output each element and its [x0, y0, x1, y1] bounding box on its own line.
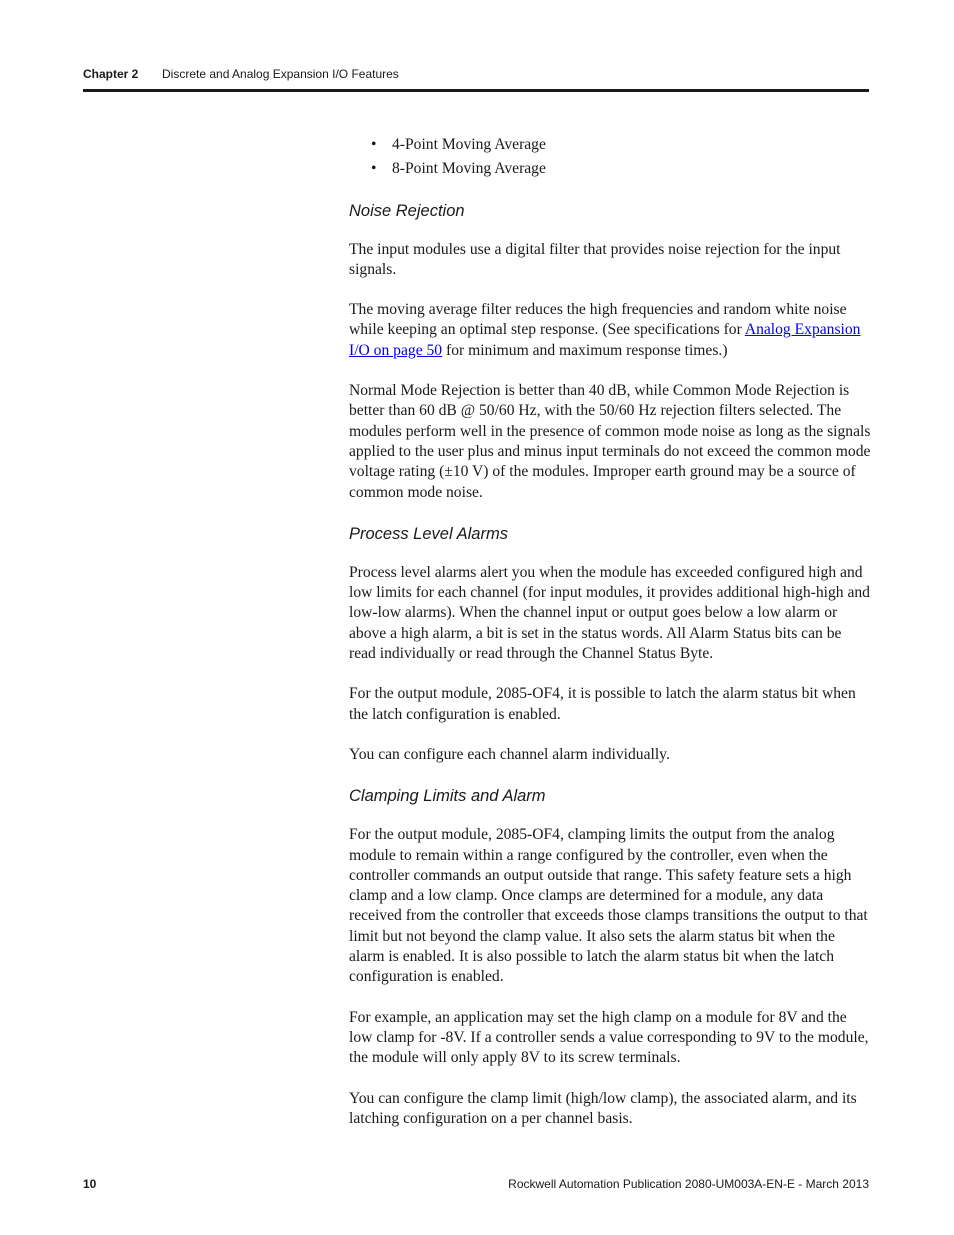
- noise-rejection-heading: Noise Rejection: [349, 201, 465, 220]
- header-rule: [83, 89, 869, 92]
- publication-info: Rockwell Automation Publication 2080-UM003A-EN-E - March 2013: [508, 1177, 869, 1191]
- chapter-title: Discrete and Analog Expansion I/O Features: [162, 67, 399, 81]
- page-number: 10: [83, 1177, 97, 1191]
- process-alarms-paragraph-3: You can configure each channel alarm individually.: [349, 745, 670, 763]
- clamping-paragraph-3: You can configure the clamp limit (high/low clamp), the associated alarm, and its latching configuration on a per channel basis.: [349, 1089, 857, 1127]
- filter-options-list: [349, 135, 871, 180]
- list-item: • 4-Point Moving Average: [349, 135, 871, 155]
- paragraph-text: for minimum and maximum response times.): [442, 341, 728, 359]
- clamping-paragraph-1: For the output module, 2085-OF4, clamping limits the output from the analog module to remain within a range configured by the controller, even when the controller commands an output outside that range. This safety feature sets a high clamp and a low clamp. Once clamps are determined for a module, any data received from the controller that exceeds those clamps transitions the output to that limit but not beyond the clamp value. It also sets the alarm status bit when the alarm is enabled. It is also possible to latch the alarm status bit when the latch configuration is enabled.: [349, 826, 868, 986]
- noise-rejection-paragraph-2: [349, 300, 871, 361]
- clamping-heading: Clamping Limits and Alarm: [349, 787, 546, 806]
- process-alarms-paragraph-2: For the output module, 2085-OF4, it is possible to latch the alarm status bit when the latch configuration is enabled.: [349, 685, 856, 723]
- page-header: [83, 66, 869, 84]
- page-footer: [83, 1176, 869, 1194]
- main-content: [349, 135, 871, 1149]
- paragraph-text: The moving average filter reduces the high frequencies and random white noise while keeping an optimal step response. (See specifications for: [349, 301, 847, 339]
- analog-expansion-link[interactable]: Analog Expansion I/O on page 50: [349, 321, 861, 359]
- noise-rejection-paragraph-3: Normal Mode Rejection is better than 40 dB, while Common Mode Rejection is better than 60 dB @ 50/60 Hz, with the 50/60 Hz rejection filters selected. The modules perform well in the presence of common mode noise as long as the signals applied to the user plus and minus input terminals do not exceed the common mode voltage rating (±10 V) of the modules. Improper earth ground may be a source of common mode noise.: [349, 382, 871, 501]
- process-alarms-heading: Process Level Alarms: [349, 524, 508, 543]
- process-alarms-paragraph-1: Process level alarms alert you when the module has exceeded configured high and low limits for each channel (for input modules, it provides additional high-high and low-low alarms). When the channel input or output goes below a low alarm or above a high alarm, a bit is set in the status words. All Alarm Status bits can be read individually or read through the Channel Status Byte.: [349, 563, 870, 663]
- noise-rejection-paragraph-1: The input modules use a digital filter that provides noise rejection for the input signals.: [349, 240, 841, 278]
- chapter-label: Chapter 2: [83, 67, 139, 81]
- list-item: • 8-Point Moving Average: [349, 159, 871, 179]
- clamping-paragraph-2: For example, an application may set the high clamp on a module for 8V and the low clamp for -8V. If a controller sends a value corresponding to 9V to the module, the module will only apply 8V to its screw terminals.: [349, 1008, 869, 1067]
